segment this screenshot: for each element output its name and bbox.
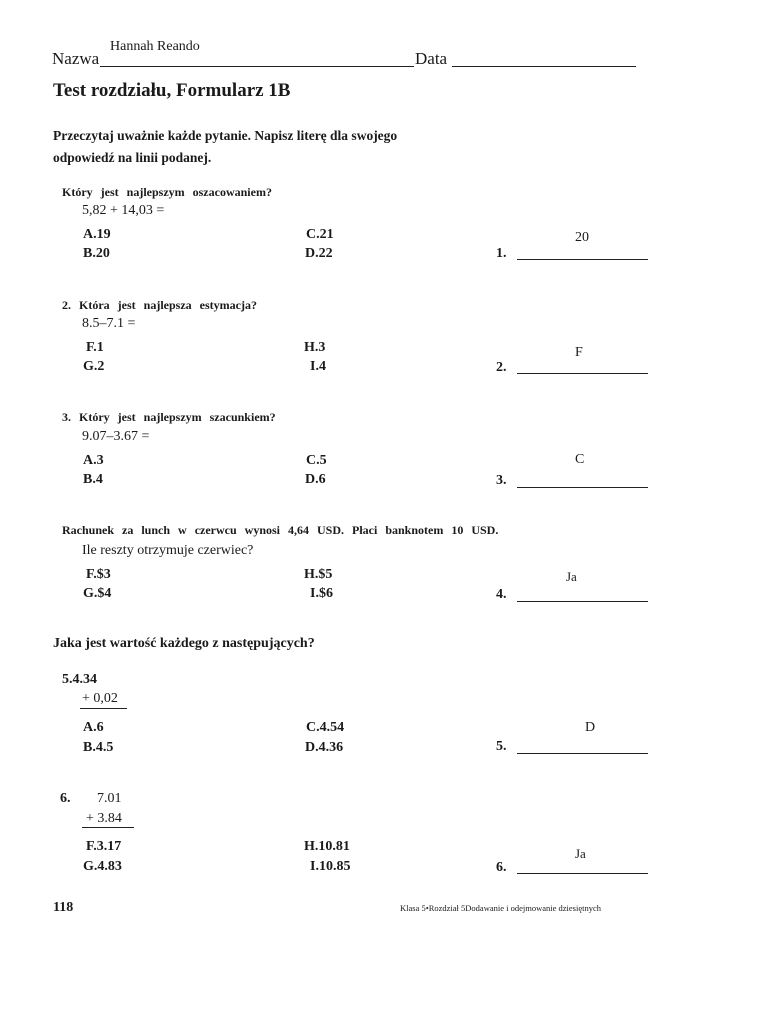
page-title: Test rozdziału, Formularz 1B [53,80,291,101]
option-d: D.6 [305,472,326,487]
problem-addend: + 0,02 [82,691,118,706]
option-d: D.22 [305,246,333,261]
answer-number: 5. [496,739,507,754]
option-i: I.4 [310,359,326,374]
option-c: C.4.54 [306,720,345,735]
option-i: I.10.85 [310,859,351,874]
answer-line[interactable] [517,487,648,488]
option-f: F.1 [86,340,104,355]
answer-value: D [585,720,596,735]
option-a: A.6 [83,720,104,735]
answer-line[interactable] [517,601,648,602]
option-a: A.3 [83,453,104,468]
date-label: Data [415,49,448,68]
question-text: Rachunek za lunch w czerwcu wynosi 4,64 USD. Płaci banknotem 10 USD. [62,523,499,537]
problem-label: 5.4.34 [62,672,97,687]
option-g: G.$4 [83,586,112,601]
answer-value: C [575,452,585,467]
answer-number: 1. [496,246,507,261]
answer-number: 4. [496,587,507,602]
sum-line [80,708,127,709]
section-heading: Jaka jest wartość każdego z następujących? [53,636,315,651]
option-b: B.4.5 [83,740,114,755]
option-b: B.4 [83,472,103,487]
answer-value: Ja [575,846,586,861]
problem-top-number: 7.01 [97,791,122,806]
option-h: H.3 [304,340,326,355]
page-number: 118 [53,900,74,915]
name-line[interactable] [100,66,414,67]
instructions-line-2: odpowiedź na linii podanej. [53,150,212,165]
question-expression: Ile reszty otrzymuje czerwiec? [82,543,254,558]
option-g: G.2 [83,359,105,374]
option-h: H.10.81 [304,839,350,854]
footer-course: Klasa 5•Rozdział 5Dodawanie i odejmowanie dziesiętnych [400,903,602,913]
option-h: H.$5 [304,567,333,582]
answer-number: 3. [496,473,507,488]
answer-line[interactable] [517,873,648,874]
sum-line [82,827,134,828]
name-label: Nazwa [52,49,100,68]
question-expression: 8.5–7.1 = [82,316,136,331]
answer-value: 20 [575,230,589,245]
answer-line[interactable] [517,373,648,374]
student-name: Hannah Reando [110,39,200,54]
question-text: 2. Która jest najlepsza estymacja? [62,298,257,312]
option-c: C.5 [306,453,327,468]
question-expression: 5,82 + 14,03 = [82,203,165,218]
answer-number: 2. [496,360,507,375]
instructions-line-1: Przeczytaj uważnie każde pytanie. Napisz literę dla swojego [53,128,398,143]
option-i: I.$6 [310,586,333,601]
option-g: G.4.83 [83,859,122,874]
date-line[interactable] [452,66,636,67]
option-a: A.19 [83,227,111,242]
answer-number: 6. [496,860,507,875]
option-f: F.3.17 [86,839,122,854]
question-expression: 9.07–3.67 = [82,429,150,444]
option-b: B.20 [83,246,110,261]
answer-value: F [575,345,583,360]
problem-addend: + 3.84 [86,811,122,826]
answer-line[interactable] [517,753,648,754]
question-text: Który jest najlepszym oszacowaniem? [62,185,272,199]
option-d: D.4.36 [305,740,344,755]
option-c: C.21 [306,227,334,242]
option-f: F.$3 [86,567,111,582]
answer-value: Ja [566,569,577,584]
problem-label: 6. [60,791,71,806]
question-text: 3. Który jest najlepszym szacunkiem? [62,410,276,424]
answer-line[interactable] [517,259,648,260]
